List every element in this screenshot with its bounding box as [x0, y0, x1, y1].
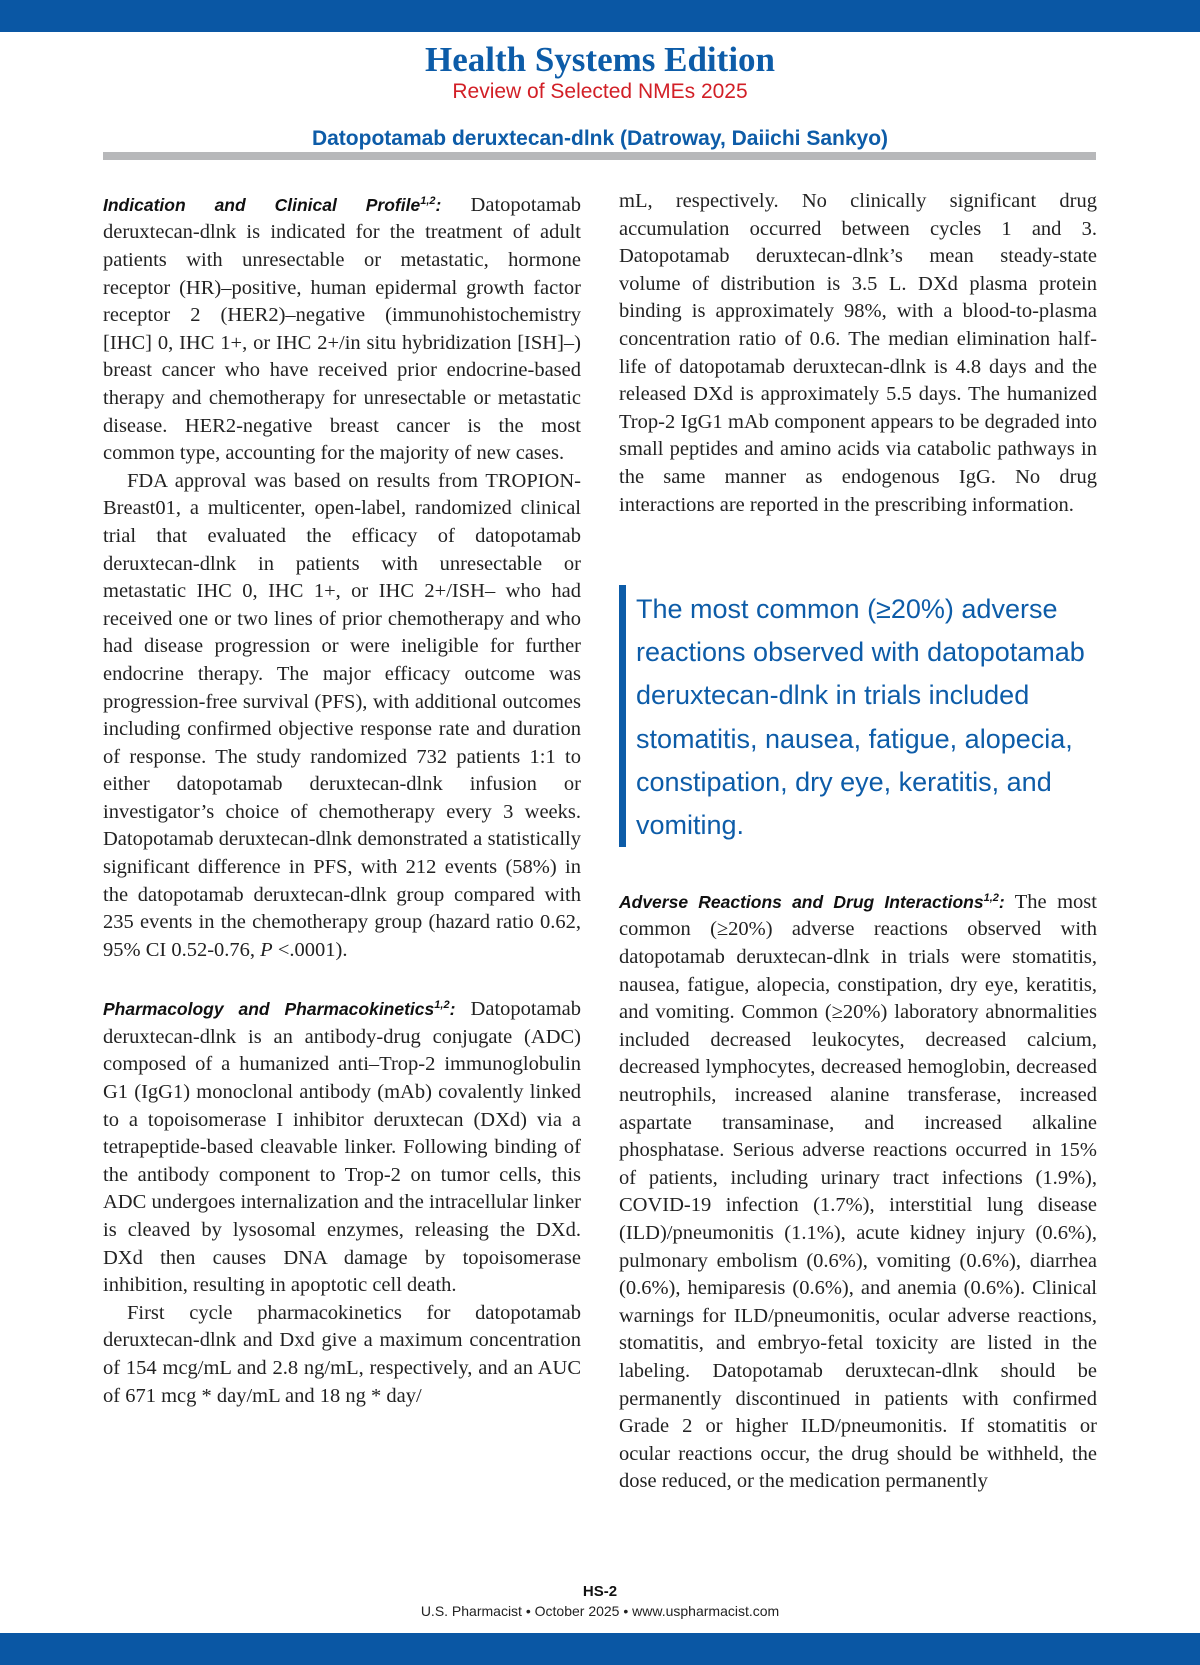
left-column: [103, 188, 581, 1410]
title-rule: [103, 152, 1096, 160]
pullquote-text: The most common (≥20%) adverse reactions observed with datopotamab deruxtecan-dlnk in trials included stomatitis, nausea, fatigue, alopecia, constipation, dry eye, keratitis, and vomiting.: [636, 594, 1085, 841]
pharmacology-paragraph-1: Pharmacology and Pharmacokinetics$^{1,2}$: Datopotamab deruxtecan-dlnk is an antibody-drug conjugate (ADC) composed of a humanized anti–Trop-2 immunoglobulin G1 (IgG1) monoclonal antibody (mAb) covalently linked to a topoisomerase I inhibitor deruxtecan (DXd) via a tetrapeptide-based cleavable linker. Following binding of the antibody component to Trop-2 on tumor cells, this ADC undergoes internalization and the intracellular linker is cleaved by lysosomal enzymes, releasing the DXd. DXd then causes DNA damage by topoisomerase inhibition, resulting in apoptotic cell death.: [103, 998, 581, 1297]
top-color-bar: [0, 0, 1200, 32]
article-title: Datopotamab deruxtecan-dlnk (Datroway, Daiichi Sankyo): [311, 127, 889, 150]
indication-paragraph-1: Indication and Clinical Profile$^{1,2}$: Datopotamab deruxtecan-dlnk is indicated for the treatment of adult patients with unresectable or metastatic, hormone receptor (HR)–positive, human epidermal growth factor receptor 2 (HER2)–negative (immunohistochemistry [IHC] 0, IHC 1+, or IHC 2+/in situ hybridization [ISH]–) breast cancer who have received prior endocrine-based therapy and chemotherapy for unresectable or metastatic disease. HER2-negative breast cancer is the most common type, accounting for the majority of new cases.: [103, 193, 581, 465]
publication-subtitle: Review of Selected NMEs 2025: [452, 80, 748, 103]
pharmacology-paragraph-2: First cycle pharmacokinetics for datopotamab deruxtecan-dlnk and Dxd give a maximum concentration of 154 mcg/mL and 2.8 ng/mL, respectively, and an AUC of 671 mcg * day/mL and 18 ng * day/: [103, 1301, 581, 1407]
right-column-bottom: [619, 885, 1097, 1496]
adverse-paragraph: Adverse Reactions and Drug Interactions$^{1,2}$: The most common (≥20%) adverse reactions observed with datopotamab deruxtecan-dlnk in trials were stomatitis, nausea, fatigue, alopecia, constipation, dry eye, keratitis, and vomiting. Common (≥20%) laboratory abnormalities included decreased leukocytes, decreased calcium, decreased lymphocytes, decreased hemoglobin, decreased neutrophils, increased alanine transferase, increased aspartate transaminase, and increased alkaline phosphatase. Serious adverse reactions occurred in 15% of patients, including urinary tract infections (1.9%), COVID-19 infection (1.7%), interstitial lung disease (ILD)/pneumonitis (1.1%), acute kidney injury (0.6%), pulmonary embolism (0.6%), vomiting (0.6%), diarrhea (0.6%), hemiparesis (0.6%), and anemia (0.6%). Clinical warnings for ILD/pneumonitis, ocular adverse reactions, stomatitis, and embryo-fetal toxicity are listed in the labeling. Datopotamab deruxtecan-dlnk should be permanently discontinued in patients with confirmed Grade 2 or higher ILD/pneumonitis. If stomatitis or ocular reactions occur, the drug should be withheld, the dose reduced, or the medication permanently: [619, 890, 1097, 1493]
adverse-heading: Adverse Reactions and Drug Interactions$^{1,2}$:: [619, 891, 1005, 912]
pharmacology-paragraph-2-continued: mL, respectively. No clinically significant drug accumulation occurred between cycles 1 and 3. Datopotamab deruxtecan-dlnk’s mean steady-state volume of distribution is 3.5 L. DXd plasma protein binding is approximately 98%, with a blood-to-plasma concentration ratio of 0.6. The median elimination half-life of datopotamab deruxtecan-dlnk is 4.8 days and the released DXd is approximately 5.5 days. The humanized Trop-2 IgG1 mAb component appears to be degraded into small peptides and amino acids via catabolic pathways in the same manner as endogenous IgG. No drug interactions are reported in the prescribing information.: [619, 190, 1097, 516]
right-column-top: [619, 188, 1097, 519]
footer-credit: U.S. Pharmacist • October 2025 • www.uspharmacist.com: [420, 1603, 780, 1619]
publication-title: Health Systems Edition: [424, 40, 776, 79]
indication-paragraph-2: FDA approval was based on results from TROPION-Breast01, a multicenter, open-label, randomized clinical trial that evaluated the efficacy of datopotamab deruxtecan-dlnk in patients with unresectable or metastatic IHC 0, IHC 1+, or IHC 2+/ISH– who had received one or two lines of prior chemotherapy and who had disease progression or were ineligible for further endocrine therapy. The major efficacy outcome was progression-free survival (PFS), with additional outcomes including confirmed objective response rate and duration of response. The study randomized 732 patients 1:1 to either datopotamab deruxtecan-dlnk infusion or investigator’s choice of chemotherapy every 3 weeks. Datopotamab deruxtecan-dlnk demonstrated a statistically significant difference in PFS, with 212 events (58%) in the datopotamab deruxtecan-dlnk group compared with 235 events in the chemotherapy group (hazard ratio 0.62, 95% CI 0.52-0.76, P <.0001).: [103, 469, 581, 961]
indication-heading: Indication and Clinical Profile$^{1,2}$:: [103, 194, 442, 215]
page-number: HS-2: [582, 1583, 618, 1600]
pharmacology-heading: Pharmacology and Pharmacokinetics$^{1,2}$:: [103, 999, 456, 1020]
bottom-color-bar: [0, 1633, 1200, 1665]
